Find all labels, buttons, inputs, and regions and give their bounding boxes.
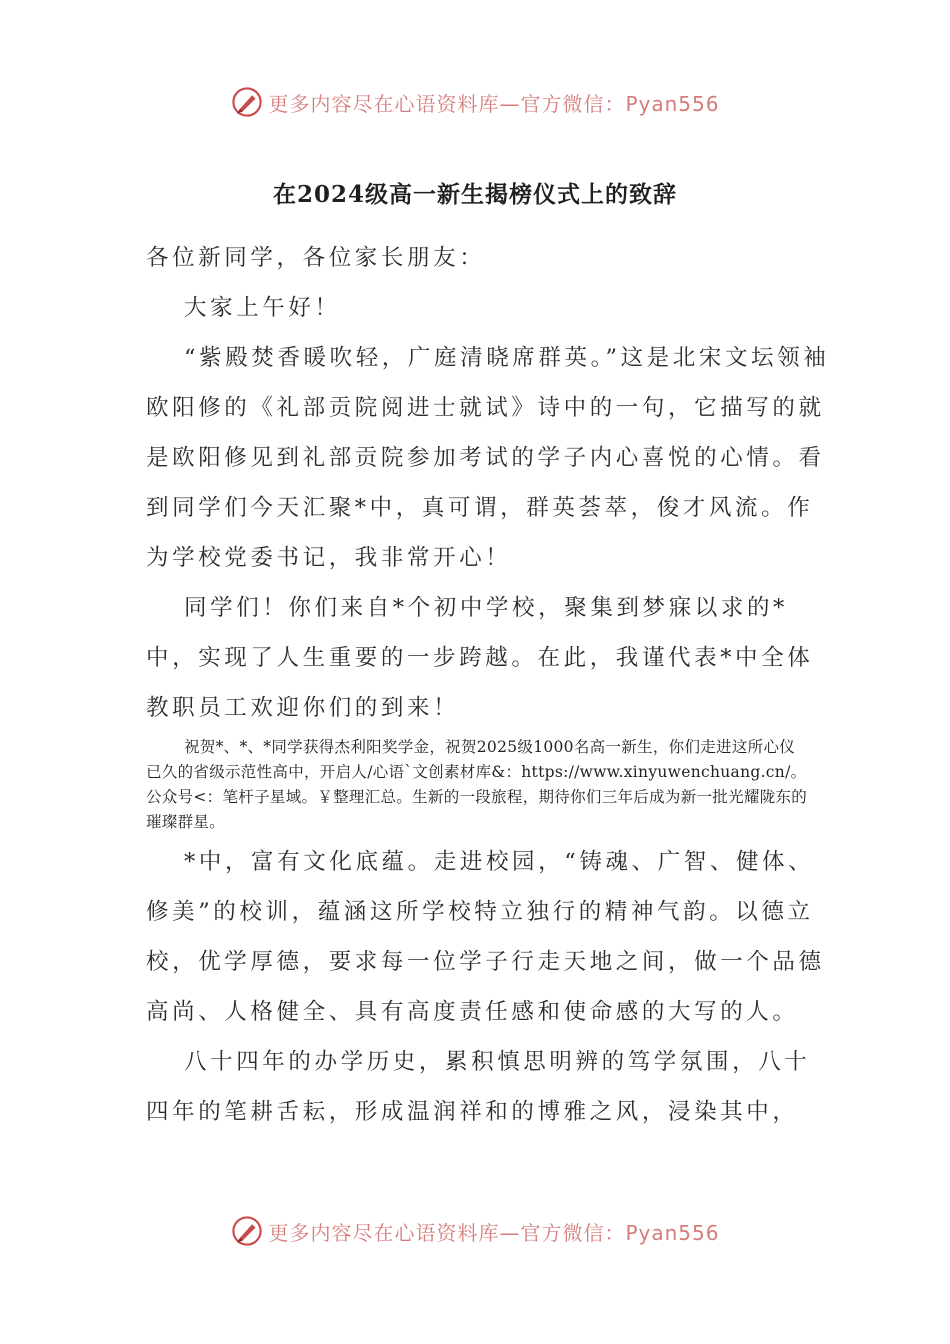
paragraph-1: “紫殿焚香暖吹轻，广庭清晓席群英。”这是北宋文坛领袖欧阳修的《礼部贡院阅进士就试》诗中的一句，它描写的就是欧阳修见到礼部贡院参加考试的学子内心喜悦的心情。看到同学们今天汇聚*中，真可谓，群英荟萃，俊才风流。作为学校党委书记，我非常开心！ — [146, 345, 830, 571]
footer-banner-text: 更多内容尽在心语资料库—官方微信：Pyan556 — [268, 1220, 720, 1245]
pen-logo-icon — [230, 85, 264, 119]
salutation: 各位新同学，各位家长朋友： — [146, 245, 486, 271]
footer-banner — [0, 1211, 950, 1251]
small-paragraph: 祝贺*、*、*同学获得杰利阳奖学金，祝贺2025级1000名高一新生，你们走进这所心仪已久的省级示范性高中，开启人/心语`文创素材库&：https://www.xinyuwenchuang.cn/。公众号<：笔杆子星域。￥整理汇总。生新的一段旅程，期待你们三年后成为新一批光耀陇东的璀璨群星。 — [146, 738, 808, 831]
greeting: 大家上午好！ — [184, 295, 341, 321]
pen-logo-icon — [230, 1214, 264, 1248]
header-banner-text: 更多内容尽在心语资料库—官方微信：Pyan556 — [268, 91, 720, 116]
document-title: 在2024级高一新生揭榜仪式上的致辞 — [272, 181, 677, 208]
header-banner — [0, 82, 950, 122]
document-body-part-2 — [146, 837, 830, 1137]
paragraph-4: 八十四年的办学历史，累积慎思明辨的笃学氛围，八十四年的笔耕舌耘，形成温润祥和的博雅之风，浸染其中， — [146, 1049, 811, 1125]
paragraph-3: *中，富有文化底蕴。走进校园，“铸魂、广智、健体、修美”的校训，蕴涵这所学校特立独行的精神气韵。以德立校，优学厚德，要求每一位学子行走天地之间，做一个品德高尚、人格健全、具有高度责任感和使命感的大写的人。 — [146, 849, 825, 1025]
paragraph-2: 同学们！你们来自*个初中学校，聚集到梦寐以求的*中，实现了人生重要的一步跨越。在此，我谨代表*中全体教职员工欢迎你们的到来！ — [146, 595, 814, 721]
document-body-part-1 — [146, 233, 830, 733]
